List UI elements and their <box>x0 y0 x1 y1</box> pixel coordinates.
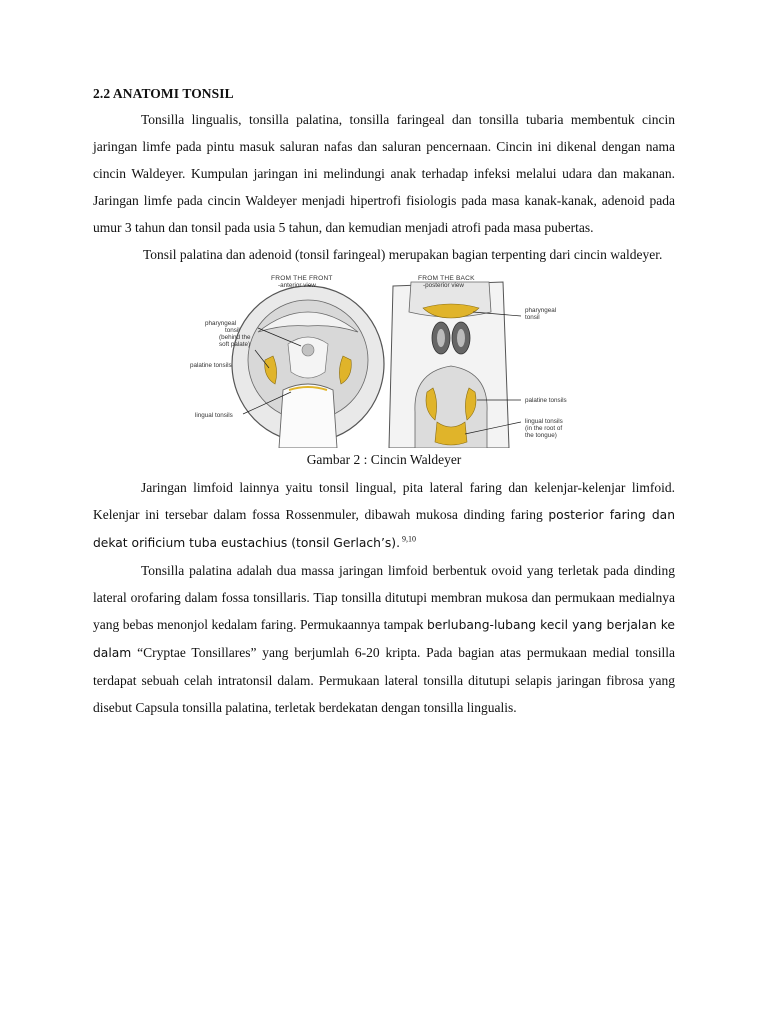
label-pharyngeal-front-4: soft palate) <box>219 341 251 348</box>
document-page <box>93 86 675 721</box>
label-palatine-back: palatine tonsils <box>525 397 567 404</box>
paragraph-3-main: Jaringan limfoid lainnya yaitu tonsil lingual, pita lateral faring dan kelenjar-kelenjar limfoid. Kelenjar ini tersebar dalam fossa Rossenmuler, dibawah mukosa dinding faring <box>93 480 675 522</box>
citation-ref: 9,10 <box>399 534 416 544</box>
anterior-title-1: FROM THE FRONT <box>271 275 333 282</box>
label-pharyngeal-back-1: pharyngeal <box>525 307 557 314</box>
section-heading: 2.2 ANATOMI TONSIL <box>93 86 234 101</box>
anterior-title-2: -anterior view <box>278 282 316 289</box>
anterior-view-drawing <box>232 286 384 448</box>
paragraph-3-alt-font: posterior faring dan dekat orificium tuba eustachius (tonsil Gerlach’s). <box>93 508 675 550</box>
label-lingual-back-2: (in the root of <box>525 425 563 432</box>
paragraph-1: Tonsilla lingualis, tonsilla palatina, tonsilla faringeal dan tonsilla tubaria membentuk cincin jaringan limfe pada pintu masuk saluran nafas dan saluran pencernaan. Cincin ini dikenal dengan nama cincin Waldeyer. Kumpulan jaringan ini melindungi anak terhadap infeksi melalui udara dan makanan. Jaringan limfe pada cincin Waldeyer menjadi hipertrofi fisiologis pada masa kanak-kanak, adenoid pada umur 3 tahun dan tonsil pada usia 5 tahun, dan kemudian menjadi atrofi pada masa pubertas. <box>93 112 675 235</box>
tonsil-illustration <box>93 272 675 448</box>
posterior-title-1: FROM THE BACK <box>418 275 475 282</box>
posterior-title-2: -posterior view <box>423 282 464 289</box>
paragraph-2: Tonsil palatina dan adenoid (tonsil faringeal) merupakan bagian terpenting dari cincin waldeyer. <box>143 247 663 262</box>
label-palatine-front: palatine tonsils <box>190 362 232 369</box>
label-pharyngeal-front-2: tonsil <box>225 327 240 334</box>
paragraph-4-start: Tonsilla palatina adalah dua massa jaringan limfoid berbentuk ovoid yang terletak pada dinding lateral orofaring dalam fossa tonsillaris. Tiap tonsilla ditutupi membran mukosa dan permukaan medialnya yang bebas menonjol kedalam faring. Permukaannya tampak <box>93 563 675 632</box>
paragraph-4-end: “Cryptae Tonsillares” yang berjumlah 6-20 kripta. Pada bagian atas permukaan medial tonsilla terdapat sebuah celah intratonsil dalam. Permukaan lateral tonsilla ditutupi selapis jaringan fibrosa yang disebut Capsula tonsilla palatina, terletak berdekatan dengan tonsilla lingualis. <box>93 645 675 715</box>
label-lingual-back-3: the tongue) <box>525 432 557 439</box>
label-lingual-back-1: lingual tonsils <box>525 418 563 425</box>
paragraph-4 <box>93 557 675 721</box>
label-lingual-front: lingual tonsils <box>195 412 233 419</box>
posterior-view-drawing <box>389 282 521 448</box>
paragraph-4-alt-font: berlubang-lubang kecil yang berjalan ke dalam <box>93 618 675 660</box>
paragraph-3 <box>93 474 675 557</box>
label-pharyngeal-front-1: pharyngeal <box>205 320 237 327</box>
label-pharyngeal-back-2: tonsil <box>525 314 540 321</box>
figure-caption: Gambar 2 : Cincin Waldeyer <box>306 452 462 467</box>
waldeyer-ring-figure <box>93 272 675 448</box>
label-pharyngeal-front-3: (behind the <box>219 334 251 341</box>
